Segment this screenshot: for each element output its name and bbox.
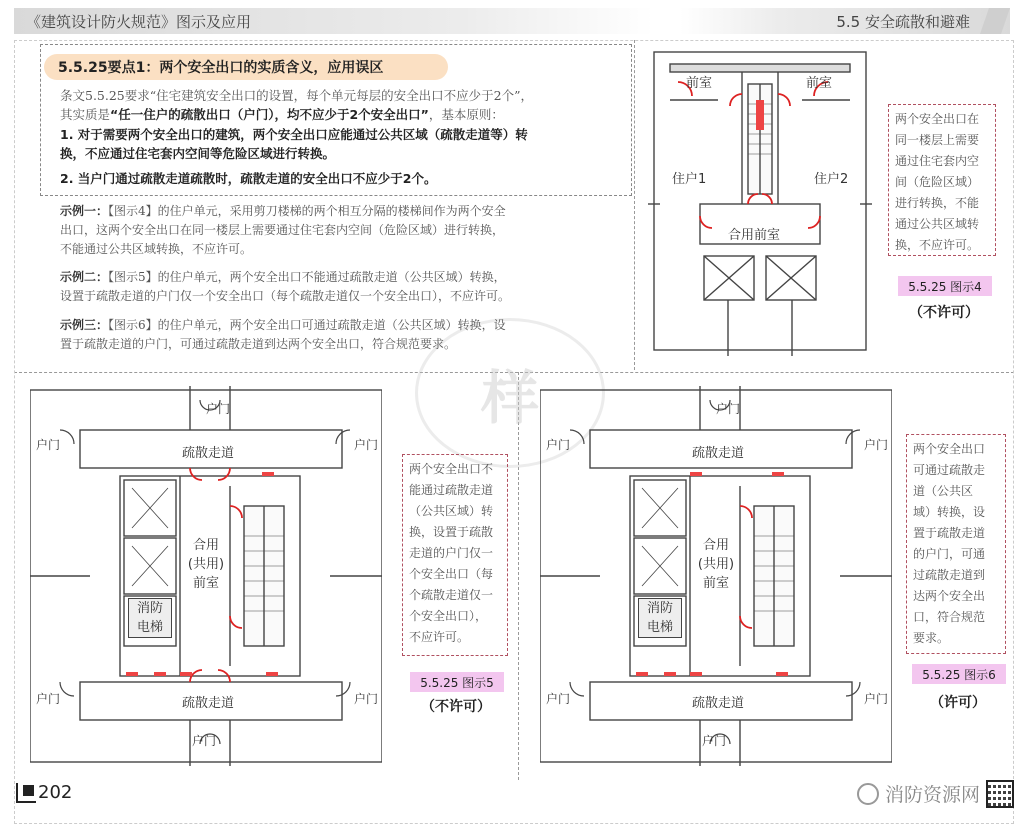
book-title-text: 《建筑设计防火规范》图示及应用 [26, 12, 252, 31]
figure5-plan [30, 386, 382, 766]
example-1: 示例一：【图示4】的住户单元，采用剪刀楼梯的两个相互分隔的楼梯间作为两个安全 出口，这两个安全出口在同一楼层上需要通过住宅套内空间（危险区域）进行转换， 不能通过公共区域转换，不应许可。 [60, 204, 506, 256]
fig4-note: 两个安全出口在 同一楼层上需要 通过住宅套内空 间（危险区域） 进行转换，不能 通过公共区域转 换，不应许可。 [888, 104, 996, 256]
fig5-door-bottom: 户门 [192, 734, 217, 748]
fig5-tag: 5.5.25 图示5 [410, 672, 504, 692]
fig5-verdict: （不许可） [421, 699, 491, 715]
fig4-unit2: 住户2 [814, 172, 849, 187]
fig6-door-right-lower: 户门 [864, 692, 889, 706]
clause-line-1: 条文5.5.25要求“住宅建筑安全出口的设置，每个单元每层的安全出口不应少于2个”， [60, 88, 533, 103]
fig5-fire-elevator: 消防 电梯 [128, 598, 172, 638]
fig6-corridor-top: 疏散走道 [692, 446, 745, 461]
fig6-shared-lobby: 合用 (共用) 前室 [697, 538, 735, 591]
fig6-door-bottom: 户门 [702, 734, 727, 748]
source-watermark [857, 780, 980, 807]
figure4-drawing [648, 44, 872, 356]
fig5-door-right-lower: 户门 [354, 692, 379, 706]
fig4-front-right: 前室 [806, 76, 833, 91]
rule-2: 2. 当户门通过疏散走道疏散时，疏散走道的安全出口不应少于2个。 [60, 171, 437, 186]
watermark-seal: 样 [415, 318, 605, 468]
fig6-door-left-lower: 户门 [546, 692, 571, 706]
page-mark-icon [16, 783, 36, 803]
fig4-tag: 5.5.25 图示4 [898, 276, 992, 296]
fig5-corridor-top: 疏散走道 [182, 446, 235, 461]
wechat-icon [857, 783, 879, 805]
page-number [16, 782, 72, 803]
fig5-shared-lobby: 合用 (共用) 前室 [187, 538, 225, 591]
page-number-text: 202 [38, 782, 73, 803]
source-text: 消防资源网 [884, 784, 980, 806]
fig4-unit1: 住户1 [672, 172, 707, 187]
fig4-front-left: 前室 [686, 76, 713, 91]
fig5-door-right-upper: 户门 [354, 438, 379, 452]
fig4-verdict: （不许可） [909, 305, 979, 321]
book-title [14, 8, 654, 34]
fig5-note: 两个安全出口不 能通过疏散走道 （公共区域）转 换，设置于疏散 走道的户门仅一 个安全出口（每 个疏散走道仅一 个安全出口）， 不应许可。 [402, 454, 508, 656]
section-title-text: 5.5 安全疏散和避难 [836, 12, 970, 31]
fig6-door-top: 户门 [716, 402, 741, 416]
fig6-door-left-upper: 户门 [546, 438, 571, 452]
example-2: 示例二：【图示5】的住户单元，两个安全出口不能通过疏散走道（公共区域）转换， 设置于疏散走道的户门仅一个安全出口（每个疏散走道仅一个安全出口），不应许可。 [60, 270, 511, 303]
fig6-corridor-bottom: 疏散走道 [692, 696, 745, 711]
fig5-door-top: 户门 [206, 402, 231, 416]
fig6-door-right-upper: 户门 [864, 438, 889, 452]
fig4-shared-front: 合用前室 [728, 228, 781, 243]
figure6-plan [540, 386, 892, 766]
qr-code-icon [986, 780, 1014, 808]
fig5-door-left-lower: 户门 [36, 692, 61, 706]
clause-line-2: 其实质是“任一住户的疏散出口（户门），均不应少于2个安全出口”，基本原则： [60, 107, 504, 122]
example-3: 示例三：【图示6】的住户单元，两个安全出口可通过疏散走道（公共区域）转换，设 置于疏散走道的户门，可通过疏散走道到达两个安全出口，符合规范要求。 [60, 318, 506, 351]
clause-text [60, 86, 625, 124]
fig6-note: 两个安全出口 可通过疏散走 道（公共区 域）转换，设 置于疏散走道 的户门，可通 过疏散走道到 达两个安全出 口，符合规范 要求。 [906, 434, 1006, 654]
key-point-title: 5.5.25要点1：两个安全出口的实质含义，应用误区 [44, 54, 448, 80]
fig6-verdict: （许可） [930, 695, 986, 711]
section-title [680, 8, 1010, 34]
rule-1: 1. 对于需要两个安全出口的建筑，两个安全出口应能通过公共区域（疏散走道等）转 换，不应通过住宅套内空间等危险区域进行转换。 [60, 127, 528, 161]
fig5-door-left-upper: 户门 [36, 438, 61, 452]
fig6-tag: 5.5.25 图示6 [912, 664, 1006, 684]
fig5-corridor-bottom: 疏散走道 [182, 696, 235, 711]
figure4-plan [648, 44, 872, 356]
fig6-fire-elevator: 消防 电梯 [638, 598, 682, 638]
